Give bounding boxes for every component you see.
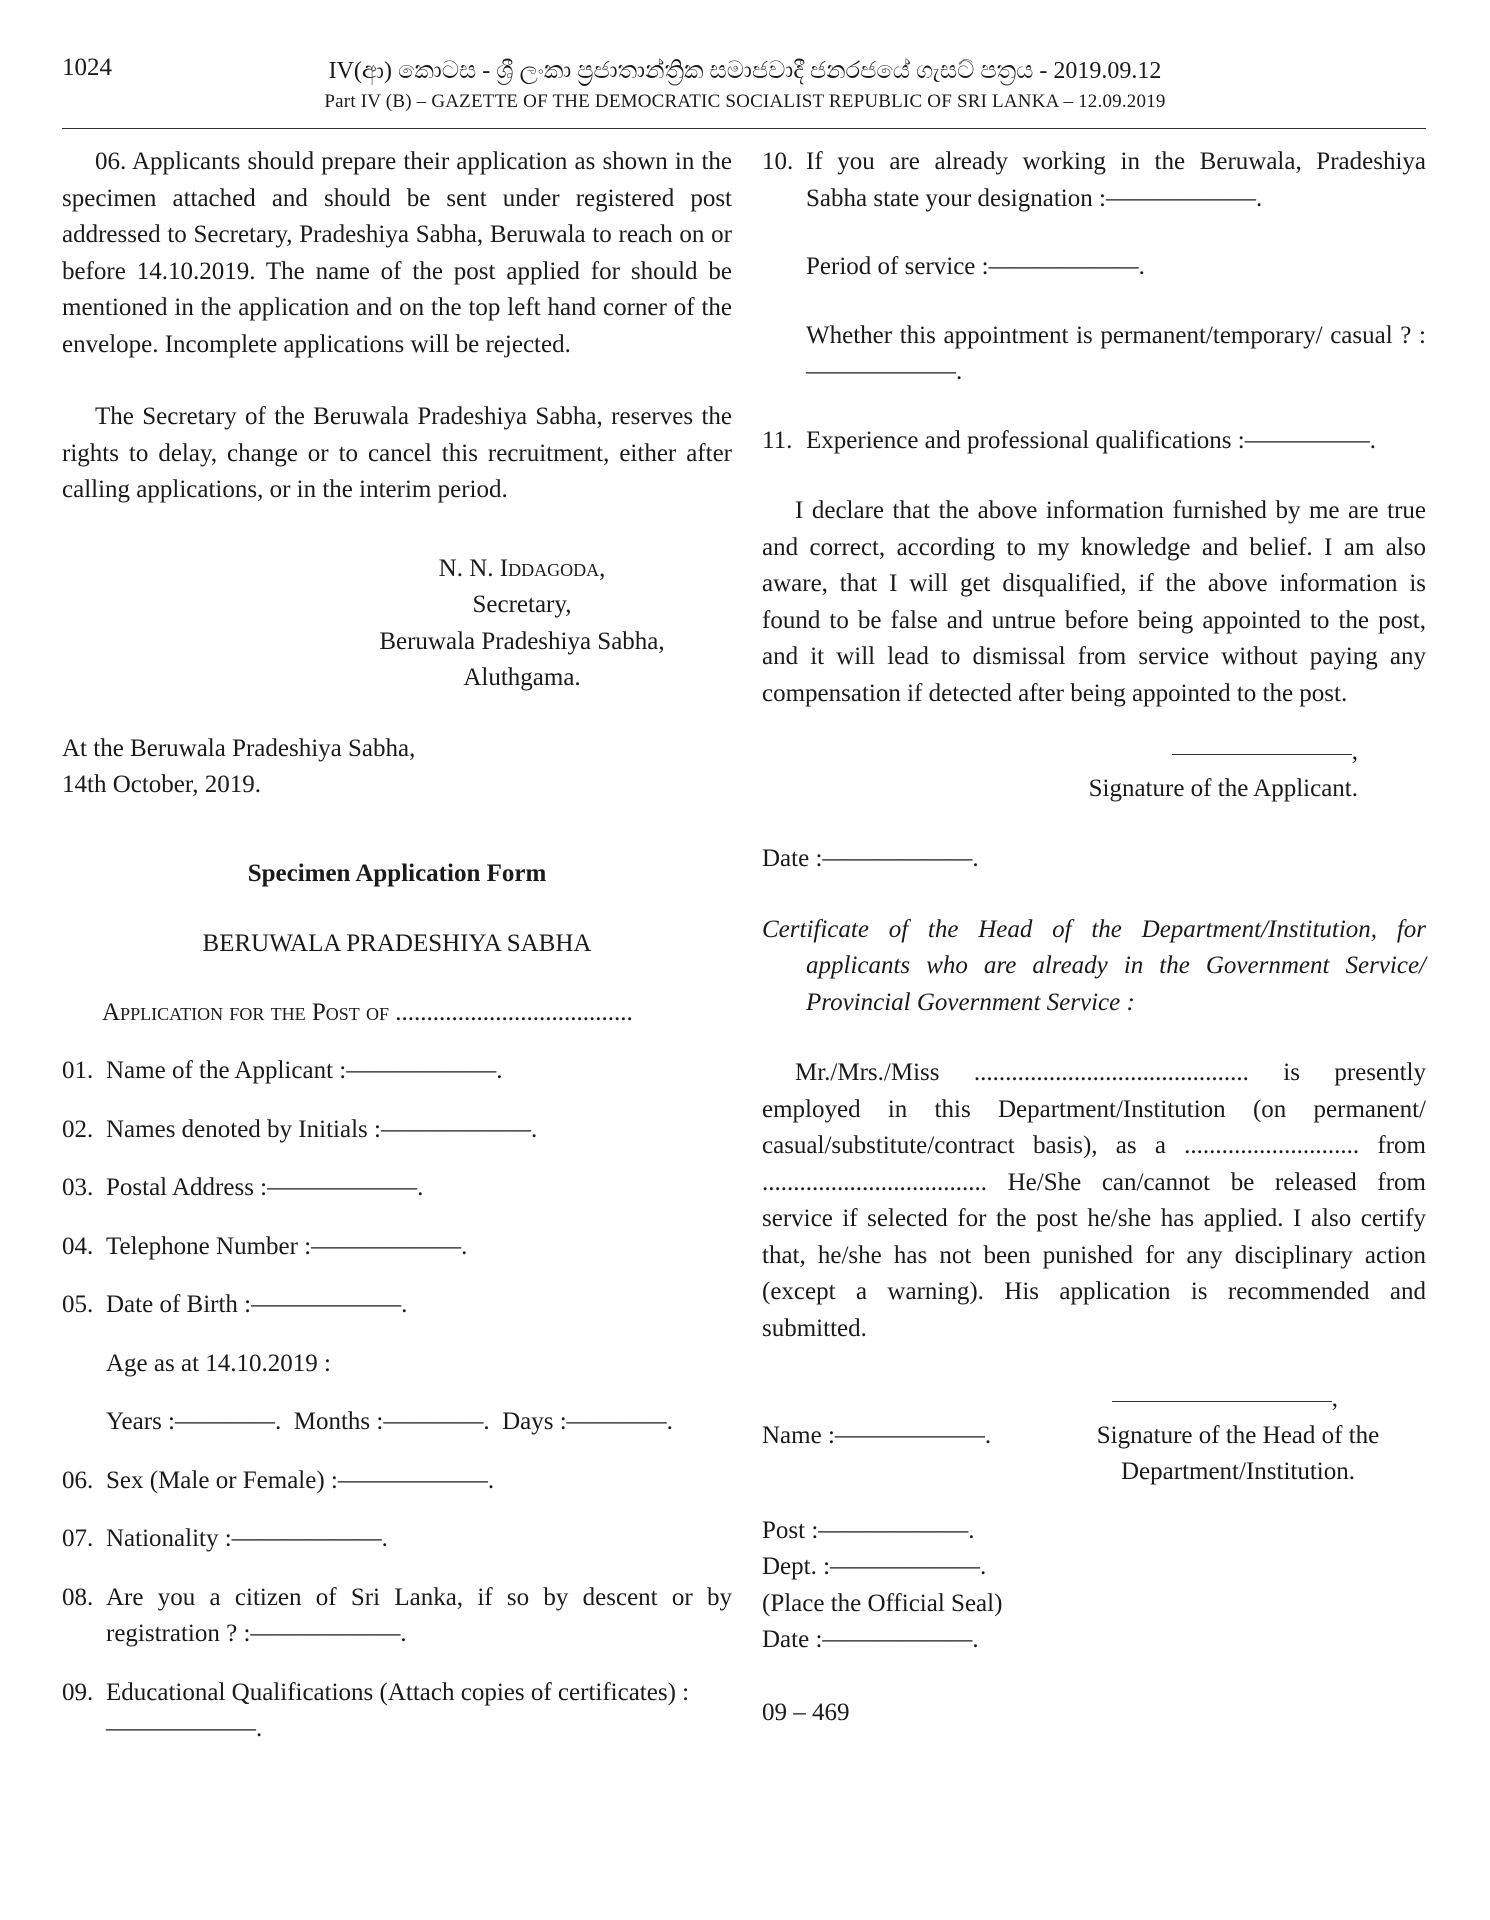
date-line: 14th October, 2019. [62, 771, 261, 798]
head-signature-line: , [762, 1381, 1426, 1418]
signatory-place: Aluthgama. [463, 664, 581, 691]
form-fields-1 [62, 1053, 732, 1324]
paragraph-reservation: The Secretary of the Beruwala Pradeshiya Sabha, reserves the rights to delay, change or to cancel this recruitment, either after calling applications, or in the interim period. [62, 403, 732, 503]
place-line: At the Beruwala Pradeshiya Sabha, [62, 734, 416, 762]
form-field: 05. Date of Birth :——————. [62, 1291, 408, 1318]
page-number: 1024 [62, 54, 112, 81]
gazette-reference: 09 – 469 [762, 1698, 850, 1726]
right-column [762, 144, 1426, 1731]
form-field: 06. Sex (Male or Female) :——————. [62, 1466, 495, 1494]
signatory-title: Secretary, [472, 591, 572, 618]
form-field: 07. Nationality :——————. [62, 1525, 388, 1552]
signatory-name: N. N. Iddagoda, [438, 554, 606, 582]
form-field-10: 10. If you are already working in the Beruwala, Pradeshiya Sabha state your designation :——————. [762, 148, 1426, 212]
age-fields: Years :————. Months :————. Days :————. [106, 1408, 673, 1435]
head-signature-label: Signature of the Head of the Department/Institution. [1096, 1421, 1380, 1485]
form-post-line: Application for the Post of ...................................... [102, 998, 633, 1026]
age-label: Age as at 14.10.2019 : [106, 1349, 331, 1377]
signatory-block [342, 551, 702, 697]
official-seal-note: (Place the Official Seal) [762, 1589, 1003, 1617]
applicant-signature-line: , [762, 734, 1426, 771]
head-date-field: Date :——————. [762, 1626, 979, 1653]
form-field: 03. Postal Address :——————. [62, 1174, 424, 1201]
form-field: 02. Names denoted by Initials :——————. [62, 1115, 538, 1143]
name-signature-row [762, 1418, 1426, 1491]
appointment-type: Whether this appointment is permanent/temporary/ casual ? :——————. [806, 321, 1426, 385]
left-column [62, 144, 732, 1748]
form-field: 01. Name of the Applicant :——————. [62, 1057, 503, 1084]
form-fields-2 [62, 1463, 732, 1748]
paragraph-06: 06. Applicants should prepare their application as shown in the specimen attached and should be sent under registered post addressed to Secretary, Pradeshiya Sabha, Beruwala to reach on or before 14.10.2019. The name of the post applied for should be mentioned in the application and on the top left hand corner of the envelope. Incomplete applications will be rejected. [62, 148, 732, 358]
header-title-sinhala: IV(ආ) කොටස - ශ්‍රී ලංකා ප්‍රජාතාන්ත්‍රික සමාජවාදී ජනරජයේ ගැසට් පත්‍රය - 2019.09.12 [328, 58, 1162, 84]
form-field: 09. Educational Qualifications (Attach copies of certificates) :——————. [62, 1678, 690, 1742]
head-dept-field: Dept. :——————. [762, 1553, 987, 1580]
applicant-signature-label: Signature of the Applicant. [1088, 774, 1358, 802]
signatory-org: Beruwala Pradeshiya Sabha, [379, 627, 665, 655]
declaration: I declare that the above information furnished by me are true and correct, according to my knowledge and belief. I am also aware, that I will get disqualified, if the above information is found to be false and untrue before being appointed to the post, and it will lead to dismissal from service without paying any compensation if detected after being appointed to the post. [762, 497, 1426, 707]
form-field: 08. Are you a citizen of Sri Lanka, if so by descent or by registration ? :——————. [62, 1583, 732, 1647]
page-header [200, 58, 1290, 113]
period-of-service: Period of service :——————. [806, 253, 1145, 280]
header-rule [62, 128, 1426, 129]
form-title: Specimen Application Form [247, 859, 547, 887]
certificate-body: Mr./Mrs./Miss ............................................ is presently employed in this Department/Institution (on permanent/ casual/substitute/contract basis), as a ............................ from .................................... He/She can/cannot be released from service if selected for the post he/she has applied. I also certify that, he/she has not been punished for any disciplinary action (except a warning). His application is recommended and submitted. [762, 1059, 1426, 1342]
applicant-date: Date :——————. [762, 845, 979, 872]
head-post-field: Post :——————. [762, 1516, 975, 1544]
form-organisation: BERUWALA PRADESHIYA SABHA [202, 930, 592, 957]
form-field: 04. Telephone Number :——————. [62, 1232, 468, 1260]
form-field-11: 11. Experience and professional qualifications :—————. [762, 426, 1376, 454]
header-title-english: Part IV (B) – GAZETTE OF THE DEMOCRATIC SOCIALIST REPUBLIC OF SRI LANKA – 12.09.2019 [324, 91, 1166, 112]
certificate-heading: Certificate of the Head of the Department/Institution, for applicants who are already in the Government Service/ Provincial Government Service : [762, 915, 1426, 1016]
head-name-field: Name :——————. [762, 1421, 992, 1449]
